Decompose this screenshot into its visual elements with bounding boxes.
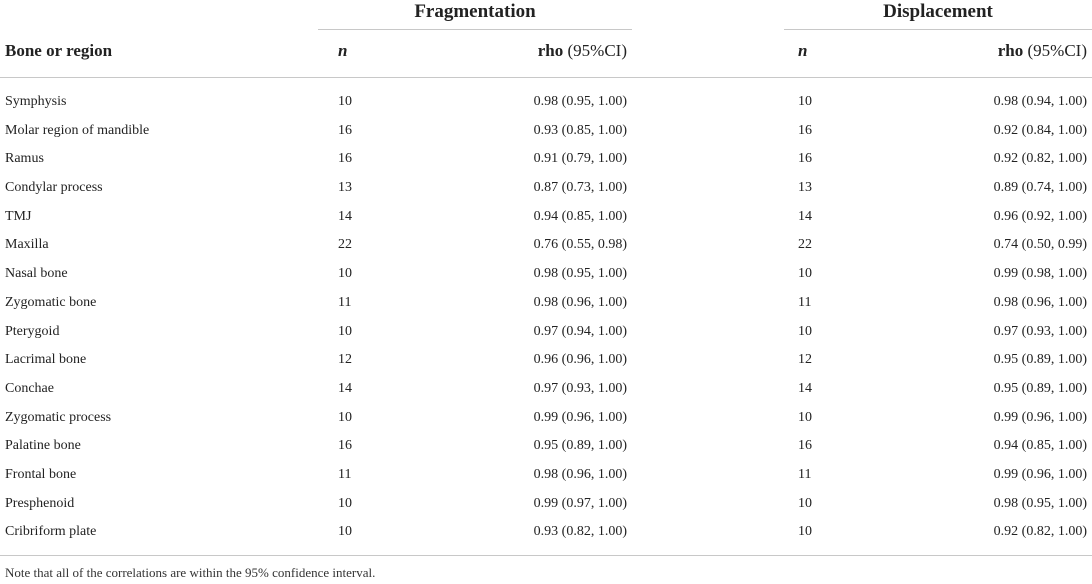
cell-bone: Zygomatic bone — [5, 294, 97, 310]
cell-n-displacement: 10 — [798, 94, 812, 109]
cell-n-fragmentation: 14 — [338, 208, 352, 224]
cell-bone: Condylar process — [5, 180, 103, 196]
cell-bone: Maxilla — [5, 237, 49, 253]
cell-n-fragmentation: 10 — [338, 323, 352, 339]
cell-rho-fragmentation: 0.93 (0.82, 1.00) — [533, 524, 627, 540]
column-header-rho-fragmentation — [538, 40, 627, 62]
cell-rho-displacement: 0.95 (0.89, 1.00) — [993, 352, 1087, 368]
cell-n-fragmentation: 16 — [338, 122, 352, 138]
cell-n-fragmentation: 12 — [338, 352, 352, 368]
group-header-fragmentation: Fragmentation — [318, 0, 632, 30]
table-row — [0, 346, 1092, 375]
rho-label: rho — [537, 41, 564, 60]
table-row — [0, 432, 1092, 461]
cell-n-fragmentation: 10 — [338, 409, 352, 425]
cell-n-displacement: 10 — [798, 266, 812, 282]
table-row — [0, 461, 1092, 490]
cell-rho-fragmentation: 0.98 (0.95, 1.00) — [533, 266, 627, 282]
cell-rho-fragmentation: 0.98 (0.95, 1.00) — [533, 94, 627, 109]
table-row — [0, 518, 1092, 547]
table-row — [0, 375, 1092, 404]
cell-rho-fragmentation: 0.91 (0.79, 1.00) — [533, 151, 627, 167]
cell-n-fragmentation: 16 — [338, 438, 352, 454]
table-row — [0, 289, 1092, 318]
cell-rho-displacement: 0.92 (0.82, 1.00) — [993, 524, 1087, 540]
table-row — [0, 117, 1092, 146]
cell-n-displacement: 10 — [798, 524, 812, 540]
ci-label: (95%CI) — [1023, 41, 1087, 60]
cell-n-fragmentation: 14 — [338, 380, 352, 396]
cell-n-fragmentation: 22 — [338, 237, 352, 253]
cell-rho-fragmentation: 0.87 (0.73, 1.00) — [533, 180, 627, 196]
cell-rho-fragmentation: 0.96 (0.96, 1.00) — [533, 352, 627, 368]
cell-n-displacement: 14 — [798, 380, 812, 396]
cell-n-displacement: 16 — [798, 122, 812, 138]
cell-bone: Pterygoid — [5, 323, 60, 339]
cell-rho-fragmentation: 0.93 (0.85, 1.00) — [533, 122, 627, 138]
cell-n-fragmentation: 10 — [338, 266, 352, 282]
column-header-rho-displacement — [998, 40, 1087, 62]
cell-bone: Frontal bone — [5, 466, 77, 482]
table-footnote: Note that all of the correlations are within the 95% confidence interval. — [5, 565, 376, 580]
cell-rho-displacement: 0.92 (0.84, 1.00) — [993, 122, 1087, 138]
cell-rho-fragmentation: 0.97 (0.94, 1.00) — [533, 323, 627, 339]
cell-rho-fragmentation: 0.98 (0.96, 1.00) — [533, 466, 627, 482]
cell-rho-displacement: 0.92 (0.82, 1.00) — [993, 151, 1087, 167]
table-row — [0, 404, 1092, 433]
cell-rho-fragmentation: 0.76 (0.55, 0.98) — [533, 237, 627, 253]
cell-n-displacement: 11 — [798, 294, 812, 310]
cell-rho-displacement: 0.97 (0.93, 1.00) — [993, 323, 1087, 339]
cell-n-displacement: 14 — [798, 208, 812, 224]
table-row — [0, 145, 1092, 174]
cell-rho-displacement: 0.98 (0.95, 1.00) — [993, 495, 1087, 511]
column-header-n-displacement: n — [798, 41, 808, 60]
cell-rho-displacement: 0.98 (0.96, 1.00) — [993, 294, 1087, 310]
table-row — [0, 231, 1092, 260]
cell-n-displacement: 10 — [798, 495, 812, 511]
cell-bone: Presphenoid — [5, 495, 75, 511]
cell-n-displacement: 12 — [798, 352, 812, 368]
cell-rho-displacement: 0.99 (0.96, 1.00) — [993, 409, 1087, 425]
cell-rho-displacement: 0.99 (0.98, 1.00) — [993, 266, 1087, 282]
ci-label: (95%CI) — [563, 41, 627, 60]
cell-bone: Symphysis — [5, 94, 67, 109]
cell-rho-fragmentation: 0.94 (0.85, 1.00) — [533, 208, 627, 224]
table-row — [0, 318, 1092, 347]
table-row — [0, 203, 1092, 232]
cell-n-fragmentation: 10 — [338, 94, 352, 109]
cell-rho-displacement: 0.98 (0.94, 1.00) — [993, 94, 1087, 109]
cell-rho-fragmentation: 0.95 (0.89, 1.00) — [533, 438, 627, 454]
cell-n-fragmentation: 13 — [338, 180, 352, 196]
cell-bone: Conchae — [5, 380, 54, 396]
cell-rho-displacement: 0.89 (0.74, 1.00) — [993, 180, 1087, 196]
cell-bone: Nasal bone — [5, 266, 68, 282]
cell-n-displacement: 16 — [798, 151, 812, 167]
cell-rho-fragmentation: 0.99 (0.97, 1.00) — [533, 495, 627, 511]
cell-rho-displacement: 0.74 (0.50, 0.99) — [993, 237, 1087, 253]
cell-n-displacement: 11 — [798, 466, 812, 482]
cell-n-displacement: 10 — [798, 323, 812, 339]
group-header-displacement: Displacement — [784, 0, 1092, 30]
table-row — [0, 88, 1092, 117]
cell-n-fragmentation: 16 — [338, 151, 352, 167]
cell-n-fragmentation: 11 — [338, 466, 352, 482]
cell-n-displacement: 13 — [798, 180, 812, 196]
cell-n-displacement: 16 — [798, 438, 812, 454]
cell-n-fragmentation: 10 — [338, 524, 352, 540]
column-header-n-fragmentation: n — [338, 41, 348, 60]
table-row — [0, 490, 1092, 519]
cell-rho-fragmentation: 0.97 (0.93, 1.00) — [533, 380, 627, 396]
rho-label: rho — [997, 41, 1024, 60]
cell-bone: Molar region of mandible — [5, 122, 150, 138]
cell-n-displacement: 10 — [798, 409, 812, 425]
cell-bone: TMJ — [5, 208, 32, 224]
table-row — [0, 260, 1092, 289]
cell-rho-displacement: 0.96 (0.92, 1.00) — [993, 208, 1087, 224]
cell-n-fragmentation: 11 — [338, 294, 352, 310]
cell-rho-fragmentation: 0.98 (0.96, 1.00) — [533, 294, 627, 310]
group-header-row — [0, 0, 1092, 30]
cell-bone: Cribriform plate — [5, 524, 97, 540]
cell-rho-displacement: 0.99 (0.96, 1.00) — [993, 466, 1087, 482]
column-header-row — [0, 30, 1092, 78]
cell-n-displacement: 22 — [798, 237, 812, 253]
cell-bone: Zygomatic process — [5, 409, 112, 425]
table-body — [0, 78, 1092, 556]
cell-rho-displacement: 0.95 (0.89, 1.00) — [993, 380, 1087, 396]
table-row — [0, 174, 1092, 203]
cell-rho-fragmentation: 0.99 (0.96, 1.00) — [533, 409, 627, 425]
cell-bone: Palatine bone — [5, 438, 81, 454]
cell-bone: Ramus — [5, 151, 44, 167]
cell-rho-displacement: 0.94 (0.85, 1.00) — [993, 438, 1087, 454]
column-header-bone: Bone or region — [5, 41, 113, 60]
cell-n-fragmentation: 10 — [338, 495, 352, 511]
cell-bone: Lacrimal bone — [5, 352, 87, 368]
